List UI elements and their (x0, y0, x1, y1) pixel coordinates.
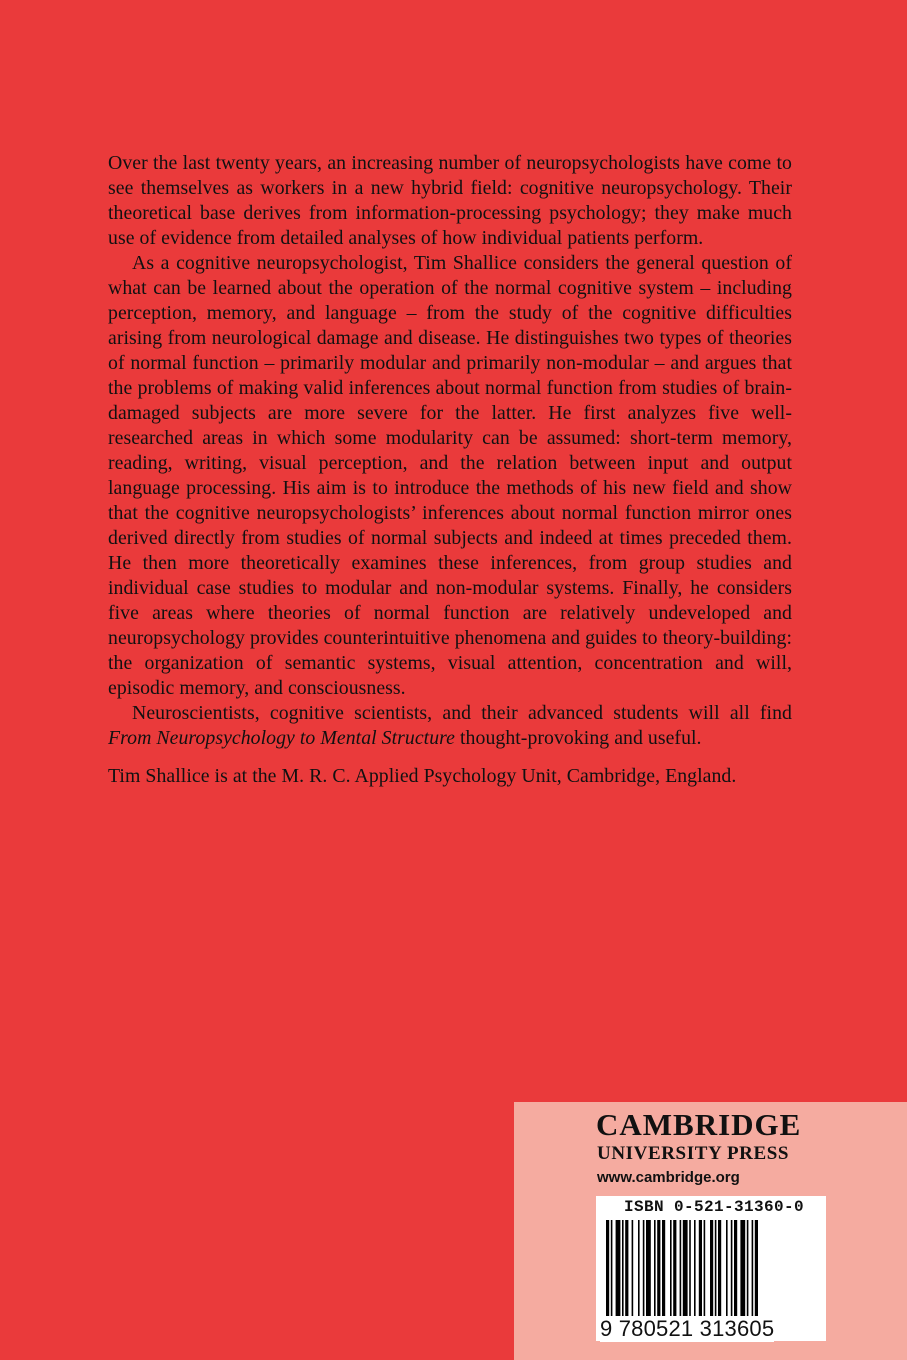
barcode-bar (683, 1220, 688, 1324)
barcode-bar (680, 1220, 682, 1316)
publisher-box (514, 1102, 907, 1360)
barcode-bar (654, 1220, 656, 1316)
publisher-subtitle: UNIVERSITY PRESS (597, 1143, 790, 1164)
barcode-bar (699, 1220, 702, 1316)
barcode-bar (670, 1220, 672, 1316)
blurb-paragraph-1: Over the last twenty years, an increasing number of neuropsychologists have come to see themselves as workers in a new hybrid field: cognitive neuropsychology. Their theoretical base derives from information-processing psychology; they make much use of evidence from detailed analyses of how individual patients perform. (108, 152, 792, 249)
barcode-bar (673, 1220, 676, 1316)
barcode-bar (718, 1220, 721, 1316)
barcode-bar (715, 1220, 717, 1316)
barcode-bar (625, 1220, 628, 1316)
blurb-paragraph-2: As a cognitive neuropsychologist, Tim Shallice considers the general question of what can be learned about the operation of the normal cognitive system – including perception, memory, and language – from the study of the cognitive difficulties arising from neurological damage and disease. He distinguishes two types of theories of normal function – primarily modular and primarily non-modular – and argues that the problems of making valid inferences about normal function from studies of brain-damaged subjects are more severe for the latter. He first analyzes five well-researched areas in which some modularity can be assumed: short-term memory, reading, writing, visual perception, and the relation between input and output language processing. His aim is to introduce the methods of his new field and show that the cognitive neuropsychologists’ inferences about normal function mirror ones derived directly from studies of normal subjects and indeed at times preceded them. He then more theoretically examines these inferences, from group studies and individual case studies to modular and non-modular systems. Finally, he considers five areas where theories of normal function are relatively undeveloped and neuropsychology provides counterintuitive phenomena and guides to theory-building: the organization of semantic systems, visual attention, concentration and will, episodic memory, and consciousness. (108, 252, 792, 699)
barcode-bar (657, 1220, 660, 1316)
barcode-bar (726, 1220, 728, 1316)
back-cover-blurb (108, 151, 792, 789)
barcode-bar (755, 1220, 758, 1324)
barcode-bar (616, 1220, 621, 1316)
barcode-bar (704, 1220, 706, 1316)
barcode-bar (731, 1220, 733, 1316)
blurb-p3-text-before: Neuroscientists, cognitive scientists, and their advanced students will all find (132, 702, 792, 724)
barcode-bar (689, 1220, 691, 1316)
barcode-panel (596, 1196, 826, 1341)
book-title-italic: From Neuropsychology to Mental Structure (108, 727, 456, 749)
ean-digits: 9 780521 313605 (600, 1316, 775, 1341)
barcode-bar (740, 1220, 745, 1316)
blurb-p3-text-after: thought-provoking and useful. (455, 727, 702, 749)
author-note: Tim Shallice is at the M. R. C. Applied Psychology Unit, Cambridge, England. (108, 765, 737, 787)
publisher-name: CAMBRIDGE (596, 1107, 802, 1142)
publisher-url: www.cambridge.org (597, 1169, 740, 1186)
barcode-bar (611, 1220, 613, 1324)
barcode-bar (638, 1220, 640, 1316)
barcode-bar (734, 1220, 737, 1316)
barcode-bar (643, 1220, 645, 1316)
barcode-bar (747, 1220, 749, 1316)
barcode-bar (606, 1220, 609, 1324)
barcode-bar (622, 1220, 624, 1316)
barcode-bar (752, 1220, 754, 1316)
barcode-bar (632, 1220, 634, 1316)
barcode-bar (662, 1220, 665, 1316)
barcode-bar (646, 1220, 651, 1316)
blurb-paragraph-3 (108, 701, 792, 751)
isbn-label: ISBN 0-521-31360-0 (624, 1198, 805, 1216)
barcode-bar (710, 1220, 713, 1316)
barcode-bar (694, 1220, 696, 1316)
